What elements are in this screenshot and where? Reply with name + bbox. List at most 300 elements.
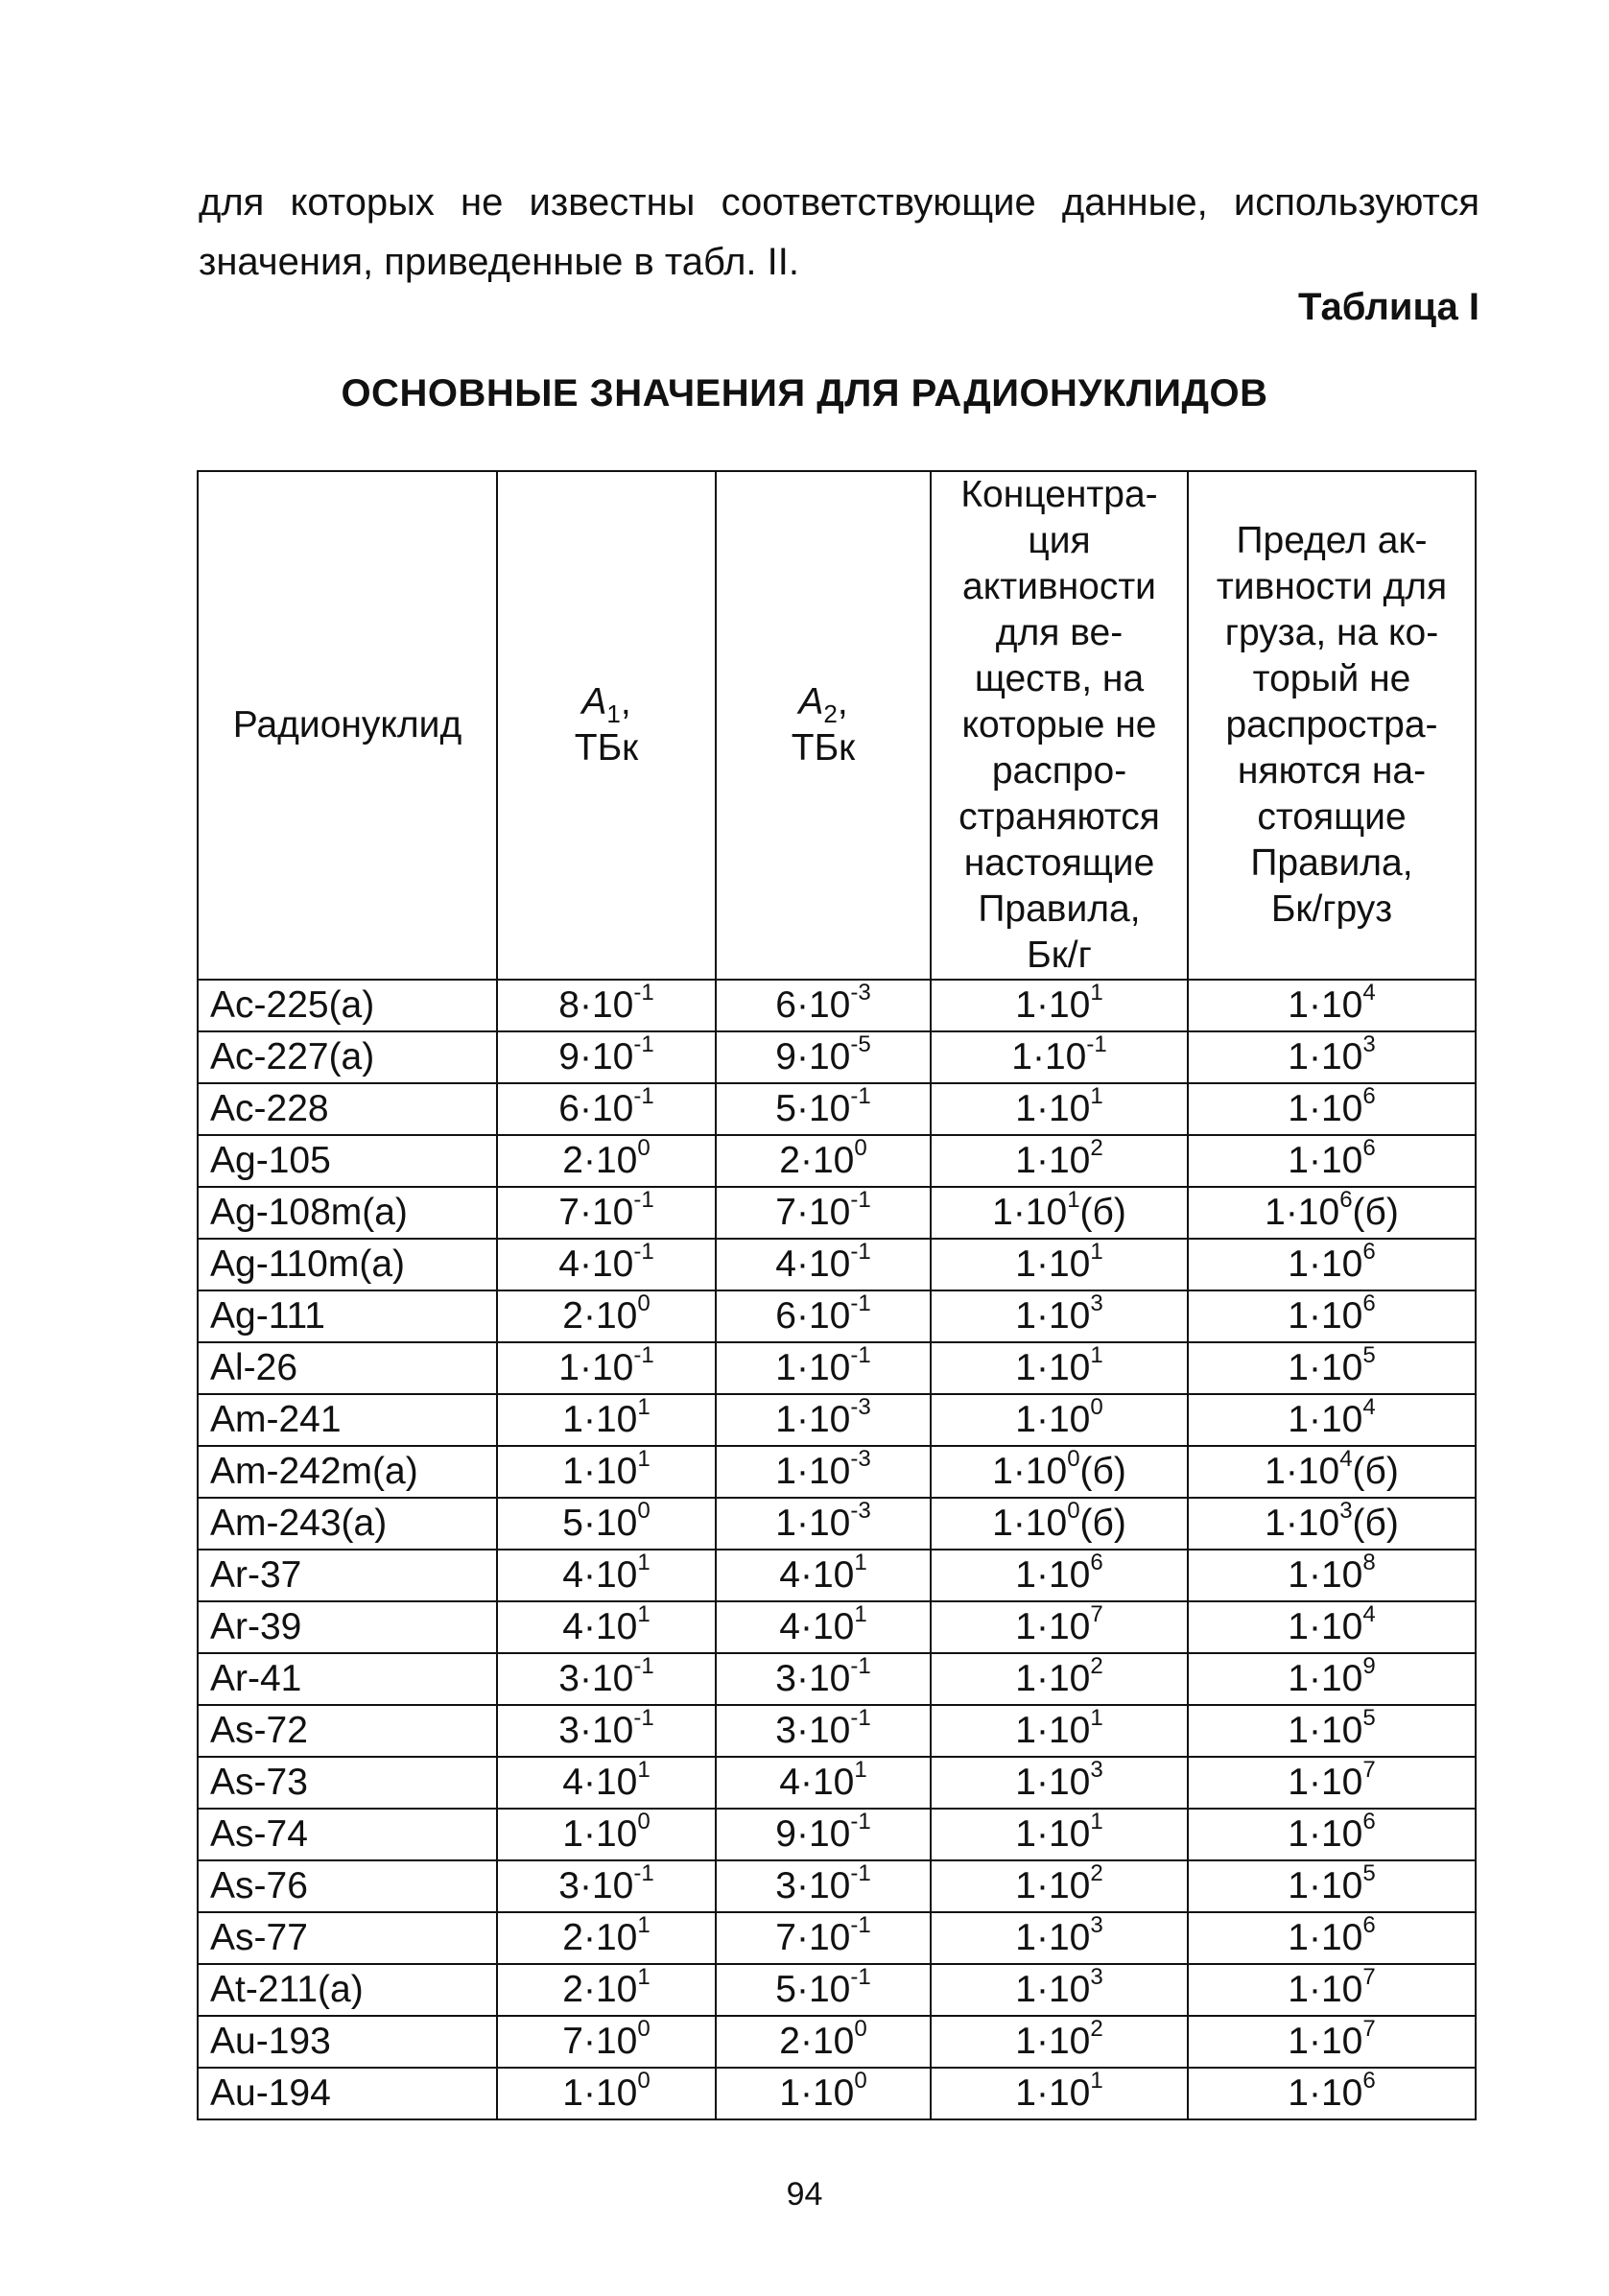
cell-a2-mantissa: 9·10: [775, 1036, 851, 1077]
cell-concentration: [931, 1135, 1188, 1187]
cell-a1-mantissa: 1·10: [562, 1813, 638, 1855]
cell-a2-mantissa: 1·10: [775, 1503, 851, 1544]
header-a2-unit: , ТБк: [791, 681, 856, 769]
cell-concentration-exponent: 3: [1090, 1912, 1103, 1938]
cell-limit: [1188, 1394, 1476, 1446]
cell-a1-exponent: -1: [633, 1653, 654, 1679]
cell-nuclide: As-77: [198, 1912, 497, 1964]
cell-nuclide: Ag-108m(a): [198, 1187, 497, 1239]
cell-a1-mantissa: 1·10: [558, 1347, 634, 1388]
cell-nuclide: As-76: [198, 1860, 497, 1912]
cell-limit: [1188, 1031, 1476, 1083]
cell-concentration-exponent: 1: [1067, 1187, 1080, 1213]
cell-limit-note: (б): [1352, 1451, 1399, 1492]
cell-a1-mantissa: 3·10: [558, 1865, 634, 1906]
cell-limit-mantissa: 1·10: [1288, 1347, 1363, 1388]
cell-limit-exponent: 4: [1362, 1394, 1376, 1420]
cell-limit: [1188, 1809, 1476, 1860]
cell-limit-exponent: 6: [1362, 1912, 1376, 1938]
cell-a2: [716, 1550, 931, 1601]
cell-concentration-mantissa: 1·10: [1015, 1399, 1091, 1440]
cell-a2-exponent: 0: [854, 2068, 867, 2094]
cell-limit-mantissa: 1·10: [1288, 1036, 1363, 1077]
table-title: ОСНОВНЫЕ ЗНАЧЕНИЯ ДЛЯ РАДИОНУКЛИДОВ: [341, 372, 1268, 414]
cell-a2: [716, 1860, 931, 1912]
cell-a2: [716, 1912, 931, 1964]
cell-a2-exponent: 0: [854, 2016, 867, 2042]
cell-a2-mantissa: 9·10: [775, 1813, 851, 1855]
cell-a1-mantissa: 3·10: [558, 1710, 634, 1751]
cell-a1-mantissa: 4·10: [558, 1243, 634, 1285]
cell-limit-mantissa: 1·10: [1288, 1140, 1363, 1181]
cell-concentration-exponent: 2: [1090, 1653, 1103, 1679]
table-row: [198, 1135, 1476, 1187]
cell-a2-mantissa: 2·10: [779, 2021, 855, 2062]
cell-a1-exponent: -1: [633, 1239, 654, 1265]
cell-concentration-note: (б): [1079, 1192, 1126, 1233]
cell-limit-exponent: 6: [1362, 1290, 1376, 1316]
header-a1: [497, 471, 716, 980]
cell-concentration: [931, 1809, 1188, 1860]
cell-a1-exponent: -1: [633, 1860, 654, 1886]
cell-concentration-exponent: 7: [1090, 1601, 1103, 1627]
cell-a2-exponent: -3: [850, 1394, 871, 1420]
cell-limit-mantissa: 1·10: [1288, 1295, 1363, 1337]
cell-a2-mantissa: 7·10: [775, 1917, 851, 1958]
cell-limit-exponent: 4: [1362, 1601, 1376, 1627]
cell-a1: [497, 1964, 716, 2016]
cell-limit-exponent: 6: [1362, 2068, 1376, 2094]
header-a1-symbol: A: [581, 681, 607, 722]
cell-concentration: [931, 2016, 1188, 2068]
header-a1-subscript: 1: [606, 698, 621, 728]
cell-a1-exponent: -1: [633, 1705, 654, 1731]
cell-a2-mantissa: 6·10: [775, 984, 851, 1026]
cell-a1-exponent: 1: [637, 1601, 651, 1627]
cell-a1: [497, 2016, 716, 2068]
cell-limit: [1188, 2068, 1476, 2119]
cell-a2-mantissa: 1·10: [775, 1347, 851, 1388]
cell-limit-exponent: 6: [1362, 1809, 1376, 1834]
table-row: [198, 1498, 1476, 1550]
cell-nuclide: At-211(a): [198, 1964, 497, 2016]
cell-concentration-exponent: 1: [1090, 1342, 1103, 1368]
table-row: [198, 1083, 1476, 1135]
cell-a1-exponent: 1: [637, 1550, 651, 1575]
cell-a2-mantissa: 5·10: [775, 1969, 851, 2010]
table-row: [198, 1964, 1476, 2016]
cell-limit-mantissa: 1·10: [1265, 1503, 1340, 1544]
cell-a1-exponent: -1: [633, 1187, 654, 1213]
cell-a2: [716, 1031, 931, 1083]
cell-concentration-exponent: 3: [1090, 1757, 1103, 1783]
cell-limit: [1188, 1083, 1476, 1135]
cell-concentration-mantissa: 1·10: [1015, 1969, 1091, 2010]
cell-a1-exponent: -1: [633, 980, 654, 1006]
cell-a2-exponent: -1: [850, 1342, 871, 1368]
cell-concentration-mantissa: 1·10: [1015, 1865, 1091, 1906]
cell-concentration: [931, 1860, 1188, 1912]
cell-limit-mantissa: 1·10: [1288, 1606, 1363, 1647]
cell-a2: [716, 1342, 931, 1394]
cell-concentration-mantissa: 1·10: [992, 1503, 1068, 1544]
cell-limit-exponent: 4: [1339, 1446, 1353, 1472]
cell-a2-mantissa: 4·10: [775, 1243, 851, 1285]
cell-a1-mantissa: 2·10: [562, 1140, 638, 1181]
cell-concentration-exponent: 1: [1090, 1239, 1103, 1265]
cell-nuclide: Ar-37: [198, 1550, 497, 1601]
cell-a2: [716, 1705, 931, 1757]
table-row: [198, 1809, 1476, 1860]
cell-a1-mantissa: 7·10: [562, 2021, 638, 2062]
cell-a2-mantissa: 1·10: [775, 1451, 851, 1492]
cell-limit: [1188, 1187, 1476, 1239]
cell-a1: [497, 1757, 716, 1809]
cell-a2: [716, 1083, 931, 1135]
cell-a1-mantissa: 2·10: [562, 1969, 638, 2010]
cell-concentration: [931, 1239, 1188, 1290]
cell-a2-mantissa: 2·10: [779, 1140, 855, 1181]
cell-nuclide: Au-194: [198, 2068, 497, 2119]
cell-limit: [1188, 980, 1476, 1031]
cell-a2-mantissa: 6·10: [775, 1295, 851, 1337]
cell-concentration-mantissa: 1·10: [1015, 1762, 1091, 1803]
cell-a1: [497, 1342, 716, 1394]
cell-nuclide: Ac-228: [198, 1083, 497, 1135]
cell-a2-exponent: -1: [850, 1290, 871, 1316]
cell-limit: [1188, 1757, 1476, 1809]
cell-limit-exponent: 6: [1362, 1135, 1376, 1161]
cell-concentration-mantissa: 1·10: [1015, 1606, 1091, 1647]
cell-a1: [497, 1031, 716, 1083]
cell-concentration-exponent: 1: [1090, 1705, 1103, 1731]
table-row: [198, 1550, 1476, 1601]
cell-limit: [1188, 1550, 1476, 1601]
cell-a2: [716, 1290, 931, 1342]
table-row: [198, 980, 1476, 1031]
cell-nuclide: Ar-39: [198, 1601, 497, 1653]
header-limit: [1188, 471, 1476, 980]
cell-a2-exponent: -1: [850, 1912, 871, 1938]
cell-limit: [1188, 1912, 1476, 1964]
cell-a1: [497, 1705, 716, 1757]
cell-a1: [497, 1550, 716, 1601]
cell-limit-exponent: 7: [1362, 1757, 1376, 1783]
cell-a1-mantissa: 4·10: [562, 1554, 638, 1596]
cell-concentration: [931, 1498, 1188, 1550]
cell-a2-exponent: -1: [850, 1187, 871, 1213]
cell-a1: [497, 980, 716, 1031]
table-row: [198, 1757, 1476, 1809]
table-row: [198, 1446, 1476, 1498]
cell-limit-exponent: 6: [1362, 1239, 1376, 1265]
table-row: [198, 1912, 1476, 1964]
cell-limit-exponent: 7: [1362, 2016, 1376, 2042]
cell-concentration: [931, 1964, 1188, 2016]
cell-concentration-exponent: 0: [1067, 1446, 1080, 1472]
cell-concentration-note: (б): [1079, 1503, 1126, 1544]
cell-nuclide: Am-242m(a): [198, 1446, 497, 1498]
header-a1-unit: , ТБк: [574, 681, 639, 769]
header-a2-symbol: A: [798, 681, 824, 722]
cell-limit-mantissa: 1·10: [1288, 1813, 1363, 1855]
cell-limit-exponent: 5: [1362, 1342, 1376, 1368]
cell-nuclide: Al-26: [198, 1342, 497, 1394]
cell-limit: [1188, 1498, 1476, 1550]
cell-limit-exponent: 3: [1339, 1498, 1353, 1524]
cell-a1: [497, 1239, 716, 1290]
cell-concentration-exponent: 6: [1090, 1550, 1103, 1575]
cell-a1-mantissa: 8·10: [558, 984, 634, 1026]
header-a2-subscript: 2: [823, 698, 838, 728]
page-number: 94: [786, 2176, 823, 2213]
cell-concentration: [931, 1653, 1188, 1705]
cell-concentration-mantissa: 1·10: [1015, 1243, 1091, 1285]
cell-concentration-exponent: 2: [1090, 2016, 1103, 2042]
intro-paragraph: для которых не известны соответствующие данные, используются значения, приведенные в табл. II.: [199, 181, 1479, 283]
cell-a2-exponent: 1: [854, 1601, 867, 1627]
cell-nuclide: Ag-111: [198, 1290, 497, 1342]
cell-a1: [497, 1809, 716, 1860]
cell-a1-exponent: 1: [637, 1964, 651, 1990]
cell-concentration-mantissa: 1·10: [1015, 2021, 1091, 2062]
cell-concentration-mantissa: 1·10: [1015, 1710, 1091, 1751]
cell-limit: [1188, 1964, 1476, 2016]
cell-nuclide: Ag-110m(a): [198, 1239, 497, 1290]
cell-a2: [716, 2016, 931, 2068]
cell-a1: [497, 1083, 716, 1135]
header-limit-label: Предел ак- тивности для груза, на ко- торый не распростра- няются на- стоящие Правила, Бк/груз: [1216, 520, 1448, 930]
header-concentration: [931, 471, 1188, 980]
cell-a1: [497, 1446, 716, 1498]
cell-concentration: [931, 1083, 1188, 1135]
cell-concentration-exponent: 1: [1090, 980, 1103, 1006]
cell-a2: [716, 980, 931, 1031]
cell-limit-exponent: 4: [1362, 980, 1376, 1006]
cell-concentration-mantissa: 1·10: [992, 1451, 1068, 1492]
cell-a2-mantissa: 5·10: [775, 1088, 851, 1129]
cell-a2: [716, 1239, 931, 1290]
cell-a2-exponent: 1: [854, 1550, 867, 1575]
cell-concentration: [931, 1705, 1188, 1757]
cell-limit: [1188, 1653, 1476, 1705]
cell-nuclide: As-72: [198, 1705, 497, 1757]
cell-a2-exponent: -3: [850, 1446, 871, 1472]
cell-limit: [1188, 1239, 1476, 1290]
cell-concentration-exponent: 0: [1090, 1394, 1103, 1420]
cell-a2: [716, 1135, 931, 1187]
table-row: [198, 1653, 1476, 1705]
cell-limit-exponent: 6: [1362, 1083, 1376, 1109]
cell-a2: [716, 1394, 931, 1446]
cell-a2: [716, 1446, 931, 1498]
cell-concentration: [931, 1394, 1188, 1446]
cell-a1-mantissa: 4·10: [562, 1762, 638, 1803]
cell-a1-mantissa: 9·10: [558, 1036, 634, 1077]
cell-a1-exponent: -1: [633, 1031, 654, 1057]
cell-a1-mantissa: 1·10: [562, 1399, 638, 1440]
cell-concentration-exponent: 3: [1090, 1290, 1103, 1316]
cell-concentration-mantissa: 1·10: [1015, 1554, 1091, 1596]
cell-nuclide: Ag-105: [198, 1135, 497, 1187]
table-row: [198, 1601, 1476, 1653]
cell-a1-exponent: 0: [637, 1498, 651, 1524]
cell-a2-mantissa: 4·10: [779, 1554, 855, 1596]
cell-a1-mantissa: 5·10: [562, 1503, 638, 1544]
cell-concentration-exponent: -1: [1086, 1031, 1107, 1057]
cell-concentration-mantissa: 1·10: [992, 1192, 1068, 1233]
header-concentration-label: Концентра- ция активности для ве- ществ, на которые не распро- страняются настоящие Правила, Бк/г: [958, 474, 1160, 976]
cell-concentration-mantissa: 1·10: [1015, 1658, 1091, 1699]
cell-concentration: [931, 1912, 1188, 1964]
cell-nuclide: Am-241: [198, 1394, 497, 1446]
cell-concentration: [931, 1031, 1188, 1083]
cell-nuclide: Au-193: [198, 2016, 497, 2068]
cell-concentration-mantissa: 1·10: [1011, 1036, 1087, 1077]
cell-a2: [716, 1964, 931, 2016]
cell-a1: [497, 1498, 716, 1550]
cell-a1: [497, 1135, 716, 1187]
cell-limit-mantissa: 1·10: [1265, 1192, 1340, 1233]
cell-a1: [497, 1653, 716, 1705]
table-caption: Таблица I: [1298, 286, 1479, 328]
table-row: [198, 1187, 1476, 1239]
cell-concentration: [931, 980, 1188, 1031]
cell-a2-exponent: -3: [850, 1498, 871, 1524]
cell-a2-exponent: -1: [850, 1705, 871, 1731]
cell-a1-exponent: 1: [637, 1912, 651, 1938]
cell-concentration: [931, 1446, 1188, 1498]
table-row: [198, 1394, 1476, 1446]
cell-a1-exponent: 1: [637, 1757, 651, 1783]
cell-concentration-exponent: 2: [1090, 1860, 1103, 1886]
cell-a2: [716, 1757, 931, 1809]
cell-concentration-exponent: 0: [1067, 1498, 1080, 1524]
cell-concentration: [931, 1187, 1188, 1239]
cell-a2-exponent: 0: [854, 1135, 867, 1161]
cell-a1: [497, 1860, 716, 1912]
table-row: [198, 1705, 1476, 1757]
cell-limit-mantissa: 1·10: [1288, 1399, 1363, 1440]
header-nuclide: [198, 471, 497, 980]
cell-a2-mantissa: 4·10: [779, 1762, 855, 1803]
cell-a2-mantissa: 1·10: [775, 1399, 851, 1440]
cell-concentration-note: (б): [1079, 1451, 1126, 1492]
cell-a2-mantissa: 3·10: [775, 1710, 851, 1751]
cell-a2-mantissa: 1·10: [779, 2072, 855, 2114]
cell-a1: [497, 1187, 716, 1239]
cell-a2: [716, 1653, 931, 1705]
table-row: [198, 1031, 1476, 1083]
cell-a1-exponent: 0: [637, 2016, 651, 2042]
cell-concentration: [931, 1550, 1188, 1601]
cell-a2-exponent: 1: [854, 1757, 867, 1783]
cell-concentration-mantissa: 1·10: [1015, 1917, 1091, 1958]
cell-limit: [1188, 1705, 1476, 1757]
cell-concentration-mantissa: 1·10: [1015, 1140, 1091, 1181]
cell-limit-note: (б): [1352, 1192, 1399, 1233]
cell-a1-mantissa: 4·10: [562, 1606, 638, 1647]
cell-limit-mantissa: 1·10: [1288, 1243, 1363, 1285]
cell-limit: [1188, 2016, 1476, 2068]
cell-a1-exponent: -1: [633, 1083, 654, 1109]
cell-a1-mantissa: 3·10: [558, 1658, 634, 1699]
cell-limit-mantissa: 1·10: [1288, 1969, 1363, 2010]
cell-a2-mantissa: 7·10: [775, 1192, 851, 1233]
cell-nuclide: As-73: [198, 1757, 497, 1809]
cell-concentration: [931, 1342, 1188, 1394]
cell-a1-mantissa: 6·10: [558, 1088, 634, 1129]
cell-a2-exponent: -5: [850, 1031, 871, 1057]
cell-nuclide: As-74: [198, 1809, 497, 1860]
cell-a2-mantissa: 3·10: [775, 1865, 851, 1906]
cell-a1: [497, 1601, 716, 1653]
cell-concentration-exponent: 2: [1090, 1135, 1103, 1161]
cell-limit-exponent: 8: [1362, 1550, 1376, 1575]
cell-a2-exponent: -1: [850, 1860, 871, 1886]
table-row: [198, 1290, 1476, 1342]
table-header-row: [198, 471, 1476, 980]
cell-concentration-mantissa: 1·10: [1015, 984, 1091, 1026]
cell-concentration-mantissa: 1·10: [1015, 1295, 1091, 1337]
cell-a1-exponent: -1: [633, 1342, 654, 1368]
table-body: [198, 980, 1476, 2119]
cell-a2-mantissa: 4·10: [779, 1606, 855, 1647]
cell-limit-mantissa: 1·10: [1265, 1451, 1340, 1492]
radionuclide-table: [197, 470, 1477, 2120]
cell-a2: [716, 2068, 931, 2119]
cell-a1-mantissa: 1·10: [562, 1451, 638, 1492]
cell-nuclide: Ac-225(a): [198, 980, 497, 1031]
cell-a2-exponent: -1: [850, 1653, 871, 1679]
cell-limit: [1188, 1290, 1476, 1342]
cell-concentration: [931, 2068, 1188, 2119]
cell-a1-mantissa: 7·10: [558, 1192, 634, 1233]
cell-concentration-exponent: 3: [1090, 1964, 1103, 1990]
cell-limit-mantissa: 1·10: [1288, 1865, 1363, 1906]
cell-nuclide: Ac-227(a): [198, 1031, 497, 1083]
cell-limit-mantissa: 1·10: [1288, 1762, 1363, 1803]
cell-nuclide: Am-243(a): [198, 1498, 497, 1550]
cell-a2-exponent: -1: [850, 1964, 871, 1990]
cell-limit: [1188, 1860, 1476, 1912]
cell-limit-exponent: 7: [1362, 1964, 1376, 1990]
cell-a1: [497, 1394, 716, 1446]
cell-concentration: [931, 1757, 1188, 1809]
header-nuclide-label: Радионуклид: [232, 704, 462, 746]
cell-limit-exponent: 9: [1362, 1653, 1376, 1679]
cell-concentration-mantissa: 1·10: [1015, 1088, 1091, 1129]
cell-limit-mantissa: 1·10: [1288, 1658, 1363, 1699]
cell-concentration-mantissa: 1·10: [1015, 1347, 1091, 1388]
cell-limit: [1188, 1446, 1476, 1498]
cell-a1-exponent: 1: [637, 1394, 651, 1420]
cell-concentration-exponent: 1: [1090, 2068, 1103, 2094]
cell-concentration: [931, 1601, 1188, 1653]
cell-a1: [497, 1912, 716, 1964]
cell-a1: [497, 2068, 716, 2119]
cell-concentration-exponent: 1: [1090, 1809, 1103, 1834]
cell-a1-exponent: 0: [637, 1290, 651, 1316]
cell-a1-mantissa: 2·10: [562, 1917, 638, 1958]
cell-limit: [1188, 1135, 1476, 1187]
cell-limit-mantissa: 1·10: [1288, 1554, 1363, 1596]
cell-a2-exponent: -1: [850, 1809, 871, 1834]
cell-a2-exponent: -1: [850, 1083, 871, 1109]
cell-a1-exponent: 0: [637, 1135, 651, 1161]
cell-limit-note: (б): [1352, 1503, 1399, 1544]
cell-limit-mantissa: 1·10: [1288, 2072, 1363, 2114]
